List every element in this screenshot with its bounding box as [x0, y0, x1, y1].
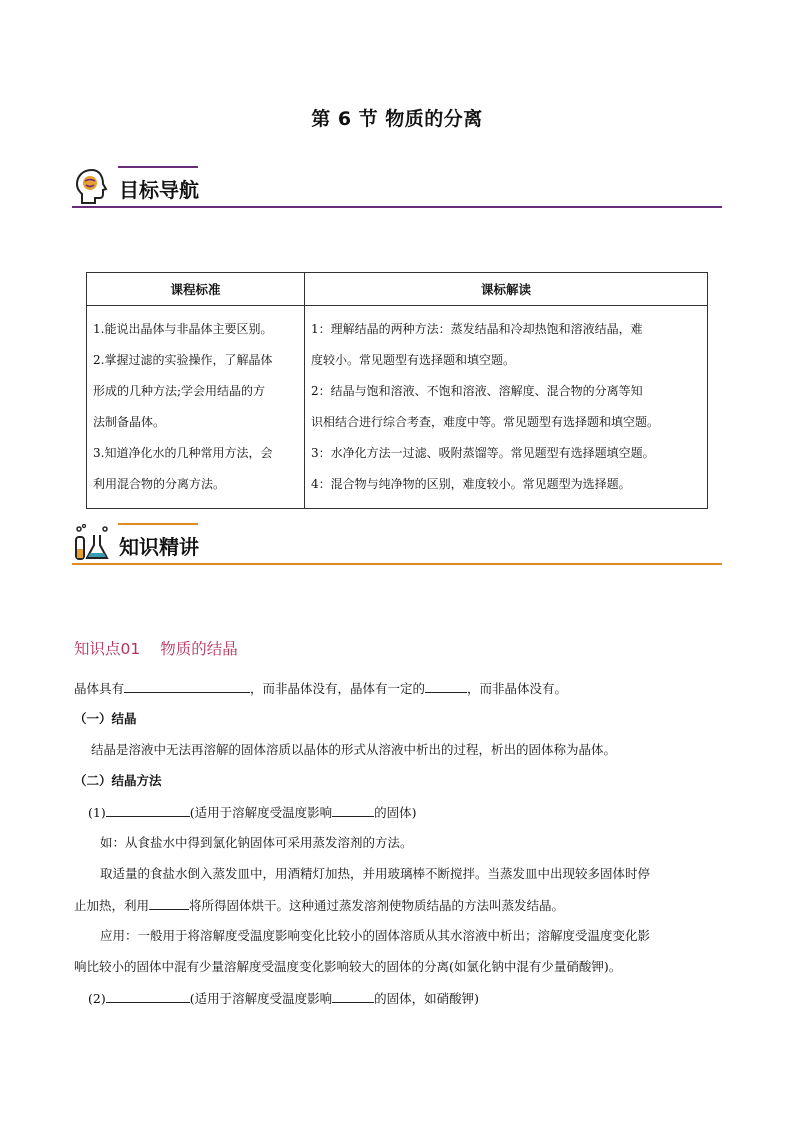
heading-crystallization: （一）结晶	[74, 711, 137, 726]
section-title-nav: 目标导航	[119, 178, 199, 202]
text: 的固体，如硝酸钾)	[374, 991, 479, 1006]
text: (适用于溶解度受温度影响	[189, 805, 333, 820]
table-header: 课程标准	[87, 273, 305, 306]
blank-field[interactable]	[332, 988, 374, 1003]
operation-line	[74, 895, 564, 914]
table-cell-standards	[87, 306, 305, 509]
text: ，而非晶体没有。	[467, 681, 568, 696]
text: (2)	[88, 991, 106, 1006]
cell-line: 3.知道净化水的几种常用方法，会	[93, 446, 273, 460]
blank-field[interactable]	[106, 988, 190, 1003]
text: 止加热，利用	[74, 898, 150, 913]
text: 晶体具有	[74, 681, 125, 696]
knowledge-point-number: 知识点01	[74, 640, 141, 658]
cell-line: 1：理解结晶的两种方法：蒸发结晶和冷却热饱和溶液结晶，难	[311, 322, 643, 336]
cell-line: 法制备晶体。	[93, 415, 166, 429]
standards-table	[86, 272, 708, 509]
section-title-knowledge: 知识精讲	[119, 535, 199, 559]
intro-line	[74, 678, 567, 697]
cell-line: 形成的几种方法;学会用结晶的方	[93, 384, 266, 398]
decor-line	[118, 166, 198, 168]
text: (适用于溶解度受温度影响	[189, 991, 333, 1006]
application-line: 应用：一般用于将溶解度受温度影响变化比较小的固体溶质从其水溶液中析出；溶解度受温度变化影	[100, 928, 651, 943]
cell-line: 识相结合进行综合考查，难度中等。常见题型有选择题和填空题。	[311, 415, 660, 429]
lab-flask-icon	[72, 523, 112, 563]
blank-field[interactable]	[124, 678, 250, 693]
knowledge-point-name: 物质的结晶	[160, 640, 238, 658]
brain-head-icon	[72, 166, 112, 206]
heading-methods: （二）结晶方法	[74, 773, 162, 788]
cell-line: 4：混合物与纯净物的区别，难度较小。常见题型为选择题。	[311, 477, 631, 491]
page-title: 第 6 节 物质的分离	[311, 108, 483, 130]
cell-line: 2：结晶与饱和溶液、不饱和溶液、溶解度、混合物的分离等知	[311, 384, 643, 398]
text: (1)	[88, 805, 106, 820]
method-1-line	[88, 802, 417, 821]
cell-line: 度较小。常见题型有选择题和填空题。	[311, 353, 516, 367]
application-line: 响比较小的固体中混有少量溶解度受温度变化影响较大的固体的分离(如氯化钠中混有少量硝酸钾)。	[74, 959, 622, 974]
section-header-nav	[72, 164, 722, 208]
section-rule	[72, 563, 722, 565]
text: 的固体)	[374, 805, 417, 820]
cell-line: 3：水净化方法一过滤、吸附蒸馏等。常见题型有选择题填空题。	[311, 446, 655, 460]
blank-field[interactable]	[425, 678, 467, 693]
blank-field[interactable]	[106, 802, 190, 817]
blank-field[interactable]	[149, 895, 189, 910]
decor-line	[118, 523, 198, 525]
table-cell-interpretation	[305, 306, 708, 509]
paragraph: 结晶是溶液中无法再溶解的固体溶质以晶体的形式从溶液中析出的过程，析出的固体称为晶体。	[91, 742, 617, 757]
knowledge-point-title	[74, 637, 258, 659]
method-2-line	[88, 988, 479, 1007]
section-rule	[72, 206, 722, 208]
section-header-knowledge	[72, 521, 722, 565]
cell-line: 2.掌握过滤的实验操作，了解晶体	[93, 353, 273, 367]
operation-line: 取适量的食盐水倒入蒸发皿中，用酒精灯加热，并用玻璃棒不断搅拌。当蒸发皿中出现较多固体时停	[100, 866, 651, 881]
blank-field[interactable]	[332, 802, 374, 817]
cell-line: 1.能说出晶体与非晶体主要区别。	[93, 322, 273, 336]
text: ，而非晶体没有，晶体有一定的	[250, 681, 426, 696]
table-header: 课标解读	[305, 273, 708, 306]
cell-line: 利用混合物的分离方法。	[93, 477, 226, 491]
example-line: 如：从食盐水中得到氯化钠固体可采用蒸发溶剂的方法。	[100, 835, 413, 850]
text: 将所得固体烘干。这种通过蒸发溶剂使物质结晶的方法叫蒸发结晶。	[189, 898, 565, 913]
